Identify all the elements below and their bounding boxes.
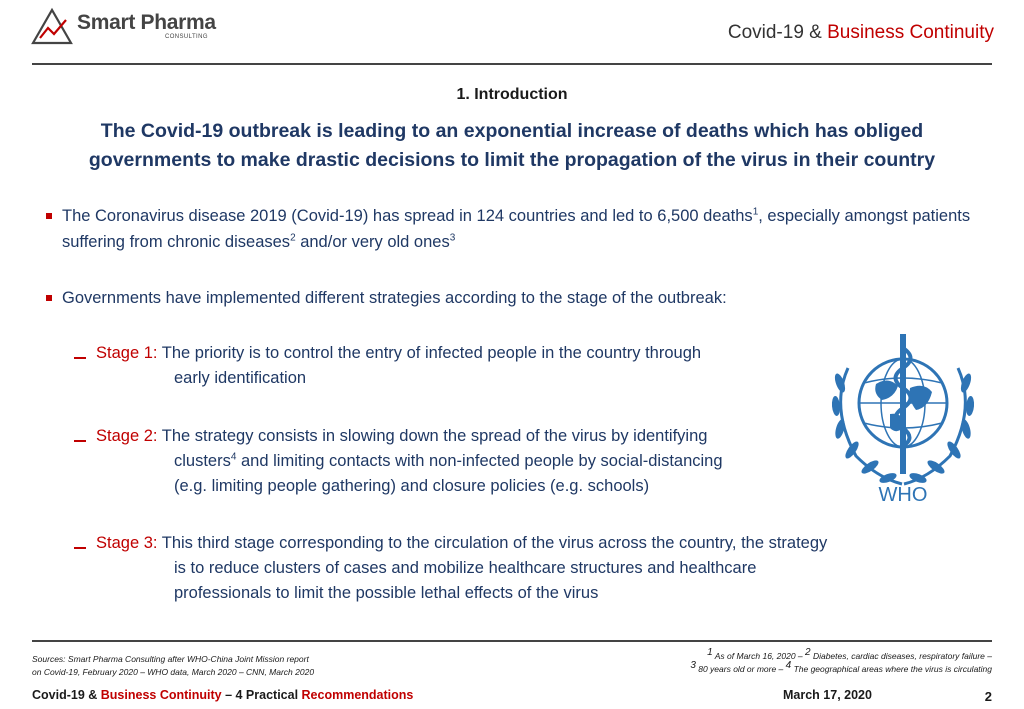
who-label: WHO [878,484,928,506]
dash-icon [74,357,86,359]
header-title-part2: Business Continuity [827,22,994,43]
sources-line: on Covid-19, February 2020 – WHO data, March 2020 – CNN, March 2020 [32,667,315,677]
bullet-spread [42,203,972,255]
page-number: 2 [984,689,992,704]
logo-name: Smart Pharma [77,11,216,34]
stage-line [174,449,723,474]
footer-title: Covid-19 & Business Continuity – 4 Practical Recommendations [32,688,414,702]
stage-text: The priority is to control the entry of infected people in the country through [157,344,702,362]
bullet-strategies [42,285,972,311]
stage-line: early identification [174,369,307,387]
stage-label: Stage 2: [96,427,158,445]
stage-line: is to reduce clusters of cases and mobilize healthcare structures and healthcare [174,559,757,577]
footer-divider [32,640,992,642]
footnotes [690,647,992,676]
stage-line [96,424,707,449]
stage-line: (e.g. limiting people gathering) and closure policies (e.g. schools) [174,477,650,495]
stage-text: The strategy consists in slowing down the spread of the virus by identifying [157,427,708,445]
bullet-square-icon [46,213,52,219]
stage-1 [74,341,814,391]
sources [32,653,314,679]
stage-2 [74,424,814,500]
logo-subtitle: CONSULTING [165,34,208,40]
footnote-ref: 4 [230,451,237,463]
stage-3 [74,531,974,607]
stage-text: and limiting contacts with non-infected people by social-distancing [236,452,723,470]
bullet-text-b: , especially amongst patients suffering from chronic diseases [62,207,971,251]
stage-label: Stage 1: [96,344,158,362]
stage-text: clusters [174,452,231,470]
stage-text: This third stage corresponding to the circulation of the virus across the country, the strategy [157,534,828,552]
stage-line: professionals to limit the possible lethal effects of the virus [174,584,599,602]
bullet-text-c: and/or very old ones [295,233,450,251]
stage-line [96,531,827,556]
footnote-ref: 3 [449,232,456,244]
sources-line: Sources: Smart Pharma Consulting after WHO-China Joint Mission report [32,654,309,664]
dash-icon [74,440,86,442]
header-divider [32,63,992,65]
section-title: 1. Introduction [456,86,568,103]
bullet-text-a: The Coronavirus disease 2019 (Covid-19) has spread in 124 countries and led to 6,500 deaths [62,207,753,225]
header-title-part1: Covid-19 & [727,22,828,43]
dash-icon [74,547,86,549]
footnote-line: $^1$ As of March 16, 2020 – $^2$ Diabetes, cardiac diseases, respiratory failure – [707,647,992,661]
bullet-text: Governments have implemented different strategies according to the stage of the outbreak: [62,289,727,307]
footnote-line: $^3$ 80 years old or more – $^4$ The geographical areas where the virus is circulating [690,660,992,674]
header-title [728,22,994,44]
headline: The Covid-19 outbreak is leading to an exponential increase of deaths which has obliged governments to make drastic decisions to limit the propagation of the virus in their country [88,120,936,171]
footnote-ref: 2 [290,232,296,244]
bullet-text [62,203,972,255]
stage-label: Stage 3: [96,534,158,552]
footnote-ref: 1 [752,206,759,218]
bullet-square-icon [46,295,52,301]
who-emblem-icon [818,328,988,508]
stage-line [96,341,701,366]
footer-date: March 17, 2020 [783,688,872,702]
